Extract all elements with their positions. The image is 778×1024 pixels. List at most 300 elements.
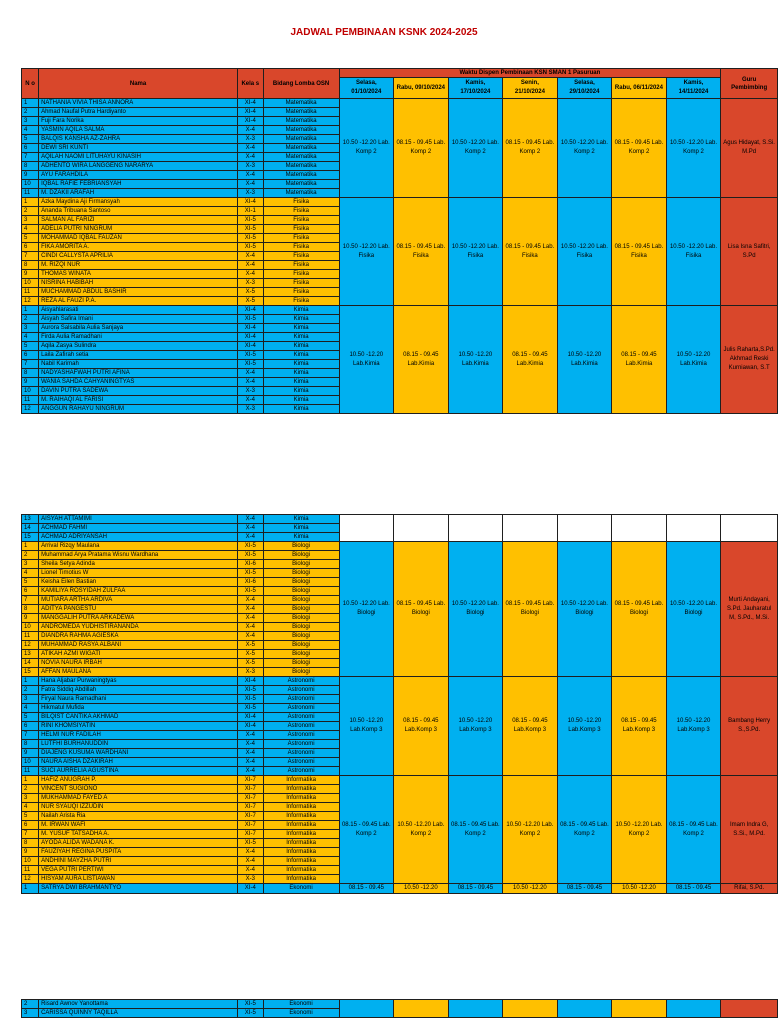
student-subject: Fisika [263, 198, 339, 207]
student-subject: Informatika [263, 794, 339, 803]
student-no: 3 [22, 695, 39, 704]
student-class: XI-4 [237, 884, 263, 894]
header-kelas: Kela s [237, 69, 263, 99]
student-subject: Biologi [263, 605, 339, 614]
student-name: FAUZIYAH REGINA PUSPITA [39, 848, 238, 857]
student-subject: Astronomi [263, 758, 339, 767]
header-date: Rabu, 09/10/2024 [394, 78, 449, 99]
student-no: 9 [22, 614, 39, 623]
student-class: XI-4 [237, 722, 263, 731]
student-no: 9 [22, 749, 39, 758]
schedule-cell: 08.15 - 09.45 Lab. Komp 2 [557, 776, 612, 884]
student-subject: Matematika [263, 171, 339, 180]
schedule-cell: 08.15 - 09.45 Lab. Komp 2 [666, 776, 721, 884]
student-name: VEGA PUTRI PERTIWI [39, 866, 238, 875]
student-no: 3 [22, 560, 39, 569]
schedule-table-page-1 [21, 68, 778, 414]
schedule-cell: 10.50 -12.20 Lab. Komp 2 [557, 99, 612, 198]
student-name: CINDI CALLYSTA APRILIA [39, 252, 238, 261]
schedule-cell: 08.15 - 09.45 [339, 884, 394, 894]
table-row [22, 884, 778, 894]
student-name: DEWI SRI KUNTI [39, 144, 238, 153]
schedule-cell: 08.15 - 09.45 Lab.Kimia [503, 306, 558, 414]
student-name: AYODA ALIDA WADANA K. [39, 839, 238, 848]
schedule-cell: 10.50 -12.20 Lab. Komp 2 [394, 776, 449, 884]
student-subject: Kimia [263, 333, 339, 342]
student-name: AFFAN MAULANA [39, 668, 238, 677]
student-name: M. YUSUF TATSADHA A. [39, 830, 238, 839]
student-subject: Astronomi [263, 695, 339, 704]
student-subject: Biologi [263, 632, 339, 641]
schedule-cell: 08.15 - 09.45 Lab.Kimia [612, 306, 667, 414]
header-row [22, 69, 778, 78]
student-name: Keisha Eilen Bastian [39, 578, 238, 587]
student-name: ADHENTO WIRA LANGGENG NARARYA [39, 162, 238, 171]
student-no: 5 [22, 713, 39, 722]
student-class: X-4 [237, 153, 263, 162]
student-class: XI-7 [237, 776, 263, 785]
student-subject: Matematika [263, 117, 339, 126]
student-no: 5 [22, 135, 39, 144]
student-subject: Ekonomi [263, 884, 339, 894]
student-no: 4 [22, 333, 39, 342]
student-name: Hana Aljabar Purwaningtyas [39, 677, 238, 686]
student-subject: Kimia [263, 342, 339, 351]
student-no: 10 [22, 623, 39, 632]
student-class: X-4 [237, 533, 263, 542]
student-subject: Kimia [263, 524, 339, 533]
student-no: 7 [22, 830, 39, 839]
header-date: Selasa, 01/10/2024 [339, 78, 394, 99]
student-class: X-4 [237, 252, 263, 261]
student-subject: Fisika [263, 288, 339, 297]
student-subject: Biologi [263, 650, 339, 659]
student-no: 3 [22, 1009, 39, 1018]
page-title: JADWAL PEMBINAAN KSNK 2024-2025 [290, 27, 478, 38]
student-no: 13 [22, 515, 39, 524]
student-class: X-4 [237, 866, 263, 875]
student-class: X-5 [237, 297, 263, 306]
empty-cell [557, 1000, 612, 1018]
student-class: XI-7 [237, 785, 263, 794]
student-subject: Fisika [263, 234, 339, 243]
schedule-cell: 10.50 -12.20 Lab. Fisika [448, 198, 503, 306]
student-no: 14 [22, 524, 39, 533]
student-subject: Astronomi [263, 767, 339, 776]
schedule-cell: 08.15 - 09.45 Lab. Fisika [503, 198, 558, 306]
student-class: X-4 [237, 857, 263, 866]
student-class: XI-5 [237, 704, 263, 713]
schedule-table-page-2 [21, 514, 778, 894]
header-date: Rabu, 06/11/2024 [612, 78, 667, 99]
schedule-cell: 08.15 - 09.45 Lab. Biologi [503, 542, 558, 677]
empty-cell [394, 1000, 449, 1018]
schedule-cell: 10.50 -12.20 Lab. Biologi [666, 542, 721, 677]
student-class: X-5 [237, 641, 263, 650]
student-no: 11 [22, 632, 39, 641]
student-name: MUKHAMMAD FAYED A [39, 794, 238, 803]
guru-cell: Imam Indra G, S.Si., M.Pd. [721, 776, 778, 884]
student-name: M. IRWAN WAFI [39, 821, 238, 830]
student-name: M. RAIHAQI AL FARISI [39, 396, 238, 405]
student-class: XI-4 [237, 324, 263, 333]
student-class: XI-5 [237, 351, 263, 360]
student-subject: Astronomi [263, 704, 339, 713]
student-no: 8 [22, 369, 39, 378]
student-subject: Matematika [263, 135, 339, 144]
student-no: 11 [22, 189, 39, 198]
student-subject: Matematika [263, 189, 339, 198]
student-subject: Kimia [263, 324, 339, 333]
student-no: 2 [22, 207, 39, 216]
student-subject: Biologi [263, 623, 339, 632]
student-no: 10 [22, 857, 39, 866]
student-no: 15 [22, 668, 39, 677]
student-class: XI-4 [237, 713, 263, 722]
student-no: 1 [22, 99, 39, 108]
schedule-cell: 10.50 -12.20 Lab.Komp 3 [666, 677, 721, 776]
student-no: 7 [22, 360, 39, 369]
student-subject: Fisika [263, 270, 339, 279]
student-name: CARISSA QUINNY TAQILLA [39, 1009, 238, 1018]
schedule-cell: 08.15 - 09.45 Lab.Kimia [394, 306, 449, 414]
student-no: 1 [22, 306, 39, 315]
student-no: 12 [22, 297, 39, 306]
schedule-cell: 10.50 -12.20 Lab. Biologi [557, 542, 612, 677]
student-subject: Biologi [263, 641, 339, 650]
student-subject: Matematika [263, 144, 339, 153]
student-name: ANDHINI MAYZHA PUTRI [39, 857, 238, 866]
student-class: XI-1 [237, 207, 263, 216]
student-class: X-4 [237, 605, 263, 614]
student-class: XI-5 [237, 225, 263, 234]
student-no: 10 [22, 758, 39, 767]
student-name: NISRINA HABIBAH [39, 279, 238, 288]
student-no: 5 [22, 234, 39, 243]
student-no: 6 [22, 144, 39, 153]
student-name: MANGGALIH PUTRA ARKADEWA [39, 614, 238, 623]
student-name: WANIA SAHDA CAHYANINGTYAS [39, 378, 238, 387]
student-subject: Fisika [263, 252, 339, 261]
student-name: ATIKAH AZMI WIGATI [39, 650, 238, 659]
student-class: XI-5 [237, 587, 263, 596]
schedule-cell: 10.50 -12.20 [612, 884, 667, 894]
table-row [22, 776, 778, 785]
student-subject: Fisika [263, 297, 339, 306]
empty-cell [339, 1000, 394, 1018]
student-class: XI-7 [237, 803, 263, 812]
student-name: ANGGUN RAHAYU NINGRUM [39, 405, 238, 414]
student-class: X-4 [237, 515, 263, 524]
student-class: XI-5 [237, 569, 263, 578]
student-name: Firyal Naura Ramadhani [39, 695, 238, 704]
student-subject: Biologi [263, 560, 339, 569]
schedule-cell: 10.50 -12.20 Lab.Kimia [448, 306, 503, 414]
student-name: M. DZAKII ARAFAH [39, 189, 238, 198]
student-class: XI-5 [237, 695, 263, 704]
student-no: 11 [22, 288, 39, 297]
student-class: X-4 [237, 731, 263, 740]
student-name: NAURA AISHA DZAKIRAH [39, 758, 238, 767]
student-subject: Biologi [263, 614, 339, 623]
schedule-cell: 08.15 - 09.45 Lab. Komp 2 [503, 99, 558, 198]
guru-cell: Agus Hidayat, S.Si. M.Pd [721, 99, 778, 198]
empty-cell [721, 515, 778, 542]
schedule-cell: 08.15 - 09.45 Lab. Fisika [394, 198, 449, 306]
student-name: Ananda Tribuana Santoso [39, 207, 238, 216]
student-name: HELMI NUR FADILAH [39, 731, 238, 740]
student-subject: Informatika [263, 839, 339, 848]
student-class: XI-4 [237, 108, 263, 117]
schedule-cell: 10.50 -12.20 Lab.Kimia [666, 306, 721, 414]
student-no: 2 [22, 315, 39, 324]
student-subject: Informatika [263, 866, 339, 875]
empty-cell [666, 1000, 721, 1018]
student-class: X-4 [237, 848, 263, 857]
schedule-cell: 10.50 -12.20 Lab. Komp 2 [339, 99, 394, 198]
student-subject: Ekonomi [263, 1000, 339, 1009]
schedule-cell: 08.15 - 09.45 Lab. Komp 2 [448, 776, 503, 884]
student-class: X-5 [237, 288, 263, 297]
student-no: 7 [22, 596, 39, 605]
student-name: THOMAS WINATA [39, 270, 238, 279]
student-subject: Matematika [263, 108, 339, 117]
student-class: X-4 [237, 767, 263, 776]
student-name: Hikmatul Mufida [39, 704, 238, 713]
student-no: 4 [22, 126, 39, 135]
schedule-cell: 10.50 -12.20 Lab.Kimia [557, 306, 612, 414]
header-date: Senin, 21/10/2024 [503, 78, 558, 99]
student-no: 6 [22, 243, 39, 252]
table-row [22, 542, 778, 551]
empty-cell [394, 515, 449, 542]
header-date: Selasa, 29/10/2024 [557, 78, 612, 99]
student-no: 4 [22, 569, 39, 578]
student-class: X-4 [237, 740, 263, 749]
student-name: ACHMAD ADRIYANSAH [39, 533, 238, 542]
student-name: VINCENT SUGIONO [39, 785, 238, 794]
student-name: ADELIA PUTRI NINGRUM [39, 225, 238, 234]
student-name: Nabil Karimah [39, 360, 238, 369]
schedule-cell: 08.15 - 09.45 Lab.Komp 3 [612, 677, 667, 776]
student-no: 7 [22, 731, 39, 740]
student-class: X-3 [237, 387, 263, 396]
student-subject: Ekonomi [263, 1009, 339, 1018]
student-no: 7 [22, 153, 39, 162]
student-name: BILQIST CANTIKA AKHMAD [39, 713, 238, 722]
student-subject: Biologi [263, 542, 339, 551]
schedule-cell: 10.50 -12.20 [394, 884, 449, 894]
student-subject: Informatika [263, 812, 339, 821]
student-no: 12 [22, 875, 39, 884]
student-name: DIANDRA RAHMA AGIESKA [39, 632, 238, 641]
student-subject: Fisika [263, 225, 339, 234]
student-subject: Kimia [263, 360, 339, 369]
student-subject: Biologi [263, 551, 339, 560]
student-class: XI-5 [237, 839, 263, 848]
student-class: XI-7 [237, 830, 263, 839]
student-subject: Astronomi [263, 749, 339, 758]
student-no: 1 [22, 198, 39, 207]
student-name: SATRYA DWI BRAHMANTYO [39, 884, 238, 894]
student-no: 6 [22, 722, 39, 731]
student-name: Arrival Rizqy Maulana [39, 542, 238, 551]
schedule-cell: 08.15 - 09.45 [557, 884, 612, 894]
student-subject: Kimia [263, 306, 339, 315]
student-subject: Astronomi [263, 740, 339, 749]
schedule-cell: 08.15 - 09.45 Lab.Komp 3 [394, 677, 449, 776]
schedule-table-page-3 [21, 999, 778, 1018]
student-class: X-4 [237, 378, 263, 387]
student-class: X-4 [237, 261, 263, 270]
student-name: NADYASHAFWAH PUTRI AFINA [39, 369, 238, 378]
student-subject: Matematika [263, 126, 339, 135]
table-row [22, 306, 778, 315]
student-class: X-3 [237, 875, 263, 884]
student-class: X-4 [237, 369, 263, 378]
guru-cell: Julis Raharta,S.Pd. Akhmad Reski Kurniawan, S.T [721, 306, 778, 414]
student-no: 3 [22, 324, 39, 333]
table-row [22, 99, 778, 108]
guru-cell: Bambang Herry S.,S.Pd. [721, 677, 778, 776]
schedule-cell: 10.50 -12.20 [503, 884, 558, 894]
student-no: 13 [22, 650, 39, 659]
empty-cell [448, 515, 503, 542]
empty-cell [721, 1000, 778, 1018]
student-class: X-4 [237, 632, 263, 641]
student-no: 1 [22, 884, 39, 894]
student-class: XI-5 [237, 243, 263, 252]
schedule-cell: 08.15 - 09.45 Lab. Komp 2 [612, 99, 667, 198]
schedule-cell: 08.15 - 09.45 [448, 884, 503, 894]
student-class: XI-7 [237, 794, 263, 803]
schedule-cell: 08.15 - 09.45 Lab. Komp 2 [339, 776, 394, 884]
student-name: RINI KHOMSIYATIN [39, 722, 238, 731]
student-class: X-4 [237, 758, 263, 767]
table-row [22, 1000, 778, 1009]
schedule-cell: 10.50 -12.20 Lab. Biologi [339, 542, 394, 677]
student-subject: Biologi [263, 578, 339, 587]
schedule-cell: 10.50 -12.20 Lab. Komp 2 [666, 99, 721, 198]
student-class: XI-4 [237, 99, 263, 108]
empty-cell [503, 1000, 558, 1018]
student-class: XI-5 [237, 542, 263, 551]
student-name: Aisyahlarasati [39, 306, 238, 315]
student-class: X-3 [237, 668, 263, 677]
student-no: 6 [22, 821, 39, 830]
student-no: 8 [22, 261, 39, 270]
student-class: X-3 [237, 279, 263, 288]
student-name: MUCHAMMAD ABDUL BASHIR [39, 288, 238, 297]
student-name: AYU FARAHDILA [39, 171, 238, 180]
student-no: 5 [22, 812, 39, 821]
student-no: 9 [22, 270, 39, 279]
student-no: 6 [22, 587, 39, 596]
student-name: NATHANIA VIVIA THISA ANNORA [39, 99, 238, 108]
student-subject: Biologi [263, 596, 339, 605]
student-class: X-4 [237, 623, 263, 632]
student-class: X-4 [237, 171, 263, 180]
student-no: 9 [22, 378, 39, 387]
student-no: 3 [22, 117, 39, 126]
student-subject: Fisika [263, 279, 339, 288]
header-no: N o [22, 69, 39, 99]
student-name: Sheila Setya Adinda [39, 560, 238, 569]
schedule-cell: 08.15 - 09.45 Lab. Biologi [612, 542, 667, 677]
student-subject: Kimia [263, 405, 339, 414]
student-no: 5 [22, 342, 39, 351]
schedule-cell: 10.50 -12.20 Lab. Biologi [448, 542, 503, 677]
student-class: XI-7 [237, 812, 263, 821]
student-name: Laila Zafirah setia [39, 351, 238, 360]
student-name: ACHMAD FAHMI [39, 524, 238, 533]
schedule-cell: 08.15 - 09.45 Lab.Komp 3 [503, 677, 558, 776]
student-name: BALQIS KANSHA AZ-ZAHRA [39, 135, 238, 144]
student-no: 9 [22, 171, 39, 180]
student-name: Aisyah Safira Imani [39, 315, 238, 324]
student-class: X-4 [237, 126, 263, 135]
student-class: X-3 [237, 189, 263, 198]
header-bidang: Bidang Lomba OSN [263, 69, 339, 99]
student-name: Muhammad Arya Pratama Wisnu Wardhana [39, 551, 238, 560]
table-row [22, 515, 778, 524]
student-subject: Fisika [263, 216, 339, 225]
student-name: FIKA AMORITA A. [39, 243, 238, 252]
student-subject: Matematika [263, 180, 339, 189]
student-no: 10 [22, 279, 39, 288]
student-no: 5 [22, 578, 39, 587]
student-no: 7 [22, 252, 39, 261]
student-class: X-4 [237, 180, 263, 189]
student-no: 4 [22, 225, 39, 234]
student-no: 9 [22, 848, 39, 857]
student-name: REZA AL FAUZI P.A. [39, 297, 238, 306]
student-class: XI-4 [237, 306, 263, 315]
schedule-cell: 08.15 - 09.45 Lab. Fisika [612, 198, 667, 306]
student-subject: Biologi [263, 668, 339, 677]
student-name: YASMIN AQILA SALMA [39, 126, 238, 135]
student-subject: Kimia [263, 515, 339, 524]
student-class: X-3 [237, 405, 263, 414]
student-subject: Informatika [263, 857, 339, 866]
student-no: 11 [22, 767, 39, 776]
schedule-cell: 10.50 -12.20 Lab. Komp 2 [448, 99, 503, 198]
student-subject: Informatika [263, 803, 339, 812]
student-no: 12 [22, 405, 39, 414]
student-name: HISYAM AURA LISTIAWAN [39, 875, 238, 884]
student-name: ANDROMEDA YUDHISTIRANANDA [39, 623, 238, 632]
student-subject: Matematika [263, 99, 339, 108]
student-class: X-4 [237, 614, 263, 623]
student-class: X-4 [237, 144, 263, 153]
student-class: XI-4 [237, 333, 263, 342]
student-name: Aqila Zasya Sulindra [39, 342, 238, 351]
student-no: 3 [22, 216, 39, 225]
student-no: 4 [22, 704, 39, 713]
student-no: 2 [22, 108, 39, 117]
student-no: 8 [22, 740, 39, 749]
student-name: HAFIZ ANUGRAH P. [39, 776, 238, 785]
guru-cell: Lisa Isna Safitri, S.Pd [721, 198, 778, 306]
student-no: 1 [22, 677, 39, 686]
student-name: MUHAMMAD RASYA ALBANI [39, 641, 238, 650]
student-subject: Informatika [263, 875, 339, 884]
student-subject: Informatika [263, 830, 339, 839]
student-name: SUCI AURRELIA AGUSTINA [39, 767, 238, 776]
student-class: XI-5 [237, 686, 263, 695]
student-class: XI-5 [237, 360, 263, 369]
student-name: DIAJENG KUSUMA WARDHANI [39, 749, 238, 758]
